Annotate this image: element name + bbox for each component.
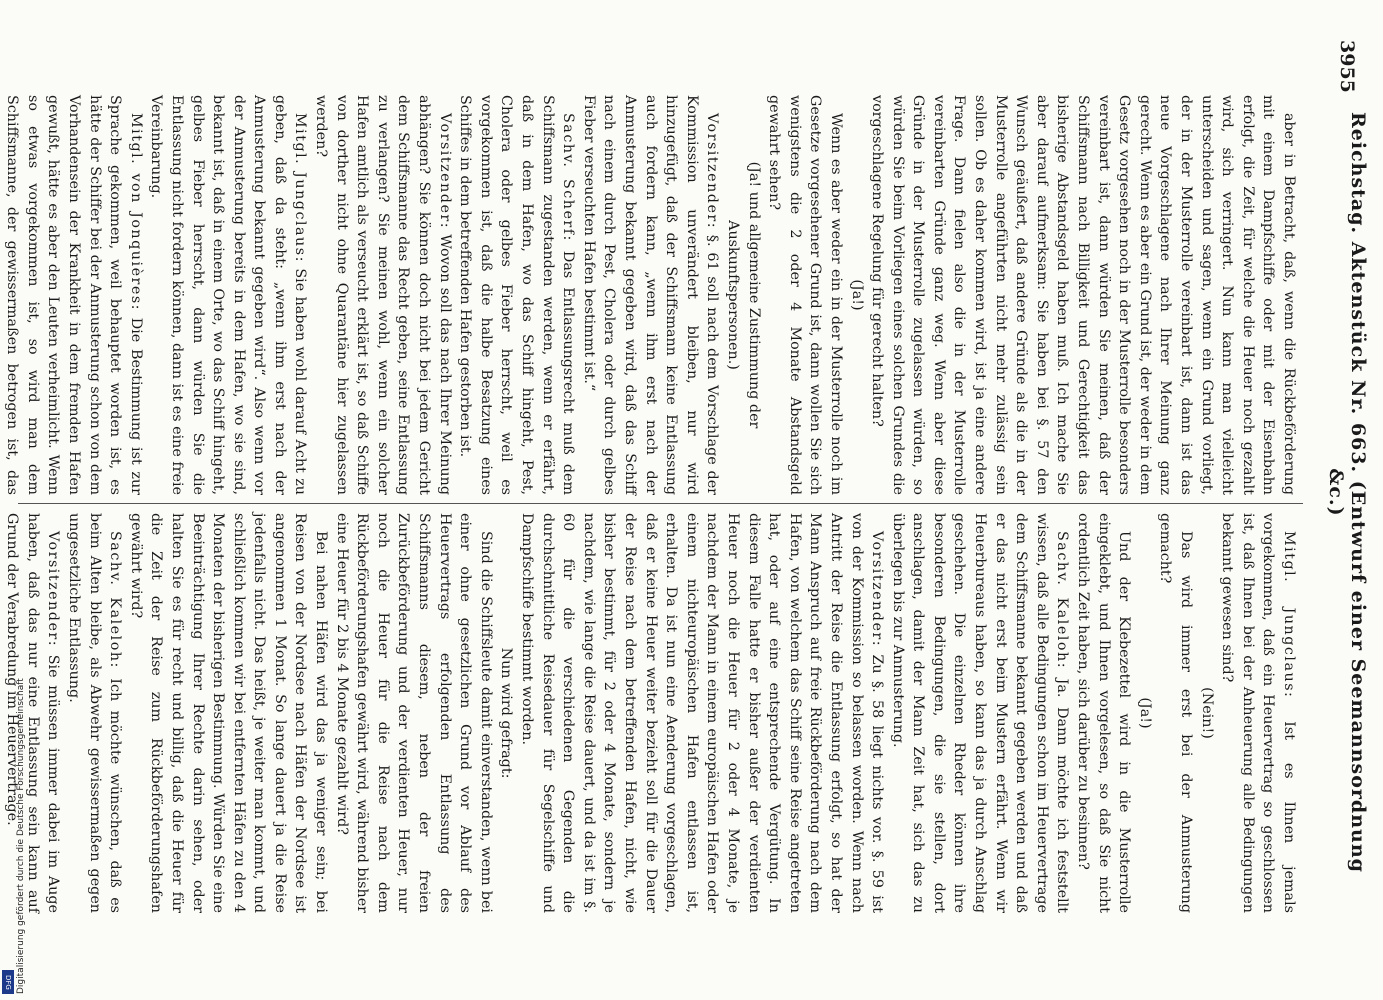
page-header bbox=[1327, 40, 1367, 940]
speaker-name: Vorsitzender: bbox=[869, 531, 886, 648]
speaker-name: Mitgl. Jungclaus: bbox=[1281, 531, 1297, 699]
paragraph-text: Ja. Dann möchte ich feststellt wissen, daß alle Bedingungen schon im Heuervertrage dem Schiffsmanne bekannt gegeben werden und daß er das nicht erst beim Mustern erfährt. Wenn wir Heuerbureaus haben, so kann das ja durch Anschlag geschehen. Die einzelnen Rheder können ihre besonderen Bedingungen, die sie stellen, dort anschlagen, damit der Mann Zeit hat, sich das zu überlegen bis zur Anmusterung. bbox=[889, 513, 1071, 913]
paragraph bbox=[1217, 513, 1299, 913]
speaker-name: Mitgl. von Jonquières: bbox=[127, 113, 144, 311]
speaker-name: Mitgl. Jungclaus: bbox=[292, 113, 309, 263]
speaker-name: Vorsitzender: bbox=[704, 113, 721, 230]
left-column bbox=[4, 95, 1299, 495]
running-title: Reichstag. Aktenstück Nr. 663. (Entwurf einer Seemannsordnung &c.) bbox=[1325, 111, 1369, 873]
speaker-name: Sachv. Scherf: bbox=[560, 113, 577, 242]
paragraph-text: aber in Betracht, daß, wenn die Rückbeförderung mit einem Dampfschiffe oder mit der Eisenbahn erfolgt, die Zeit, für welche die Heuer noch gezahlt wird, sich verringert. Nun kann man vielleicht unterscheiden und sagen, wenn ein Grund vorliegt, der in der Musterrolle vereinbart ist, dann ist das neue Vorgeschlagene nach Ihrer Meinung ganz gerecht. Wenn es aber ein Grund ist, der weder in dem Gesetz vorgesehen noch in der Musterrolle besonders vereinbart ist, dann würden Sie meinen, daß der Schiffsmann nach Billigkeit und Gerechtigkeit das bisherige Abstandsgeld haben muß. Ich mache Sie aber darauf aufmerksam: Sie haben bei §. 57 den Wunsch geäußert, daß andere Gründe als die in der Musterrolle angeführten nicht mehr zulässig sein sollen. Ob es daher kommen wird, ist ja eine andere Frage. Dann fielen also die in der Musterrolle vereinbarten Gründe ganz weg. Wenn aber diese Gründe in der Musterrolle zugelassen würden, so würden Sie beim Vorliegen eines solchen Grundes die vorgeschlagene Regelung für gerecht halten? bbox=[869, 95, 1297, 495]
paragraph-text: Die Bestimmung ist zur Sprache gekommen, weil behauptet worden ist, es hätte der Schiffer bei der Anmusterung schon von dem Vorhandensein der Krankheit in dem fremden Hafen gewußt, hätte es aber den Leuten verheimlicht. Wenn so etwas vorgekommen ist, so wird man dem Schiffsmanne, der gewissermaßen betrogen ist, das bbox=[4, 95, 144, 495]
paragraph-text: Das Entlassungsrecht muß dem Schiffsmann zugestanden werden, wenn er erfährt, daß in dem Hafen, wo das Schiff hingeht, Pest, Cholera oder gelbes Fieber herrscht, weil es vorgekommen ist, daß die halbe Besatzung eines Schiffes in dem betreffenden Hafen gestorben ist. bbox=[457, 95, 577, 495]
question-intro: Nun wird gefragt: bbox=[498, 647, 515, 779]
paragraph bbox=[125, 513, 331, 913]
paragraph-text: Sie müssen immer dabei im Auge haben, daß das nur eine Entlassung sein kann auf Grund der Verabredung im Heuervertrage. bbox=[4, 513, 62, 914]
paragraph-text: Das wird immer erst bei der Anmusterung gemacht? bbox=[1157, 513, 1195, 913]
paragraph-text: §. 61 soll nach dem Vorschlage der Kommission unverändert bleiben, nur wird hinzugefügt, daß der Schiffsmann keine Entlassung auch fordern kann, „wenn ihm erst nach der Anmusterung bekannt gegeben wird, daß das Schiff nach einem durch Pest, Cholera oder durch gelbes Fieber verseuchten Hafen bestimmt ist.“ bbox=[580, 95, 721, 495]
speaker-name: Sachv. Kaleloh: bbox=[1054, 531, 1071, 670]
interjection: (Nein!) bbox=[1198, 687, 1215, 739]
paragraph-text: Ist es Ihnen jemals vorgekommen, daß ein Heuervertrag so geschlossen ist, daß Ihnen bei der Anheuerung alle Bedingungen bekannt gewesen sind? bbox=[1219, 513, 1297, 913]
paragraph bbox=[455, 95, 579, 495]
paragraph bbox=[578, 95, 722, 495]
paragraph bbox=[1155, 513, 1196, 913]
speaker-name: Vorsitzender: bbox=[436, 113, 453, 230]
paragraph-text: Sind die Schiffsleute damit einverstanden, wenn bei einer ohne gesetzlichen Grund vor Ablauf des Heuervertrags erfolgenden Entlassung des Schiffsmanns diesem, neben der freien Zurückbeförderung und der verdienten Heuer, nur noch die Heuer für die Reise nach dem Rückbeförderungshafen gewährt wird, während bisher eine Heuer für 2 bis 4 Monate gezahlt wird? bbox=[333, 513, 494, 913]
speaker-name: Sachv. Kaleloh: bbox=[107, 531, 124, 669]
paragraph bbox=[1072, 513, 1134, 913]
page-number: 3955 bbox=[1336, 40, 1358, 93]
paragraph bbox=[0, 95, 146, 495]
paragraph bbox=[887, 513, 1072, 913]
paragraph bbox=[764, 95, 846, 495]
paragraph-text: Sie haben wohl darauf Acht zu geben, daß da steht: „wenn ihm erst nach der Anmusterung bekannt gegeben wird“. Also wenn vor der Anmusterung bereits in dem Hafen, wo sie sind, bekannt ist, daß in einem Orte, wo das Schiff hingeht, gelbes Fieber herrscht, dann würden Sie die Entlassung nicht fordern können, dann ist es eine freie Vereinbarung. bbox=[148, 95, 309, 495]
paragraph-text: Bei nahen Häfen wird das ja weniger sein; bei Reisen von der Nordsee nach Häfen der Nordsee ist angenommen 1 Monat. So lange dauert ja die Reise jedenfalls nicht. Das heißt, je weiter man kommt, und schließlich kommen wir bei entfernten Häfen zu den 4 Monaten der bisherigen Bestimmung. Würden Sie eine Beeinträchtigung Ihrer Rechte darin sehen, oder halten Sie es für recht und billig, daß die Heuer für die Zeit der Reise zum Rückbeförderungshafen gewährt wird? bbox=[127, 513, 330, 913]
right-column bbox=[4, 513, 1299, 914]
digitization-credit bbox=[2, 0, 26, 1000]
dfg-logo: DFG bbox=[2, 970, 14, 994]
paragraph bbox=[867, 95, 1299, 495]
credit-text: Digitalisierung gefördert durch die Deutsche Forschungsgemeinschaft bbox=[16, 678, 26, 994]
paragraph bbox=[331, 513, 496, 913]
paragraph bbox=[146, 95, 311, 495]
paragraph-text: Ich möchte wünschen, daß es beim Alten bleibe, als Abwehr gewissermaßen gegen ungesetzliche Entlassung. bbox=[65, 513, 124, 913]
speaker-name: Vorsitzender: bbox=[45, 531, 62, 648]
paragraph bbox=[311, 95, 455, 495]
interjection: (Ja!) bbox=[848, 279, 865, 311]
column-divider bbox=[18, 503, 1303, 504]
paragraph-text: Zu §. 58 liegt nichts vor. §. 59 ist von der Kommission so belassen worden. Wenn nach Antritt der Reise die Entlassung erfolgt, so hat der Mann Anspruch auf freie Rückbeförderung nach dem Hafen, von welchem das Schiff seine Reise angetreten hat, oder auf eine entsprechende Vergütung. In diesem Falle hatte er bisher außer der verdienten Heuer noch die Heuer für 2 oder 4 Monate, je nachdem der Mann in einem europäischen Hafen oder einem nichteuropäischen Hafen entlassen ist, erhalten. Da ist nun eine Aenderung vorgeschlagen, daß er keine Heuer weiter bezieht soll für die Dauer der Reise nach dem betreffenden Hafen, nicht, wie bisher bestimmt, für 2 oder 4 Monate, sondern je nachdem, wie lange die Reise dauert, und da ist im §. 60 für die verschiedenen Gegenden die durchschnittliche Reisedauer für Segelschiffe und Dampfschiffe bestimmt worden. bbox=[519, 513, 886, 914]
paragraph-text: Und der Klebezettel wird in die Musterrolle eingeklebt, und Ihnen vorgelesen, so daß Sie nicht ordentlich Zeit haben, sich darüber zu besinnen? bbox=[1075, 513, 1133, 913]
paragraph bbox=[63, 513, 125, 913]
paragraph bbox=[516, 513, 887, 913]
paragraph-text: Wovon soll das nach Ihrer Meinung abhängen? Sie können doch nicht bei jedem Gericht dem Schiffsmanne das Recht geben, seine Entlassung zu verlangen? Sie meinen wohl, wenn ein solcher Hafen amtlich als verseucht erklärt ist, so daß Schiffe von dorther nicht ohne Quarantäne hier zugelassen werden? bbox=[313, 95, 453, 495]
interjection: (Ja!) bbox=[1136, 697, 1153, 729]
interjection: (Ja! und allgemeine Zustimmung der Auskunftspersonen.) bbox=[724, 161, 762, 429]
paragraph-text: Wenn es aber weder ein in der Musterrolle noch im Gesetze vorgesehener Grund ist, dann wollen Sie sich wenigstens die 2 oder 4 Monate Abstandsgeld gewahrt sehen? bbox=[766, 95, 844, 495]
